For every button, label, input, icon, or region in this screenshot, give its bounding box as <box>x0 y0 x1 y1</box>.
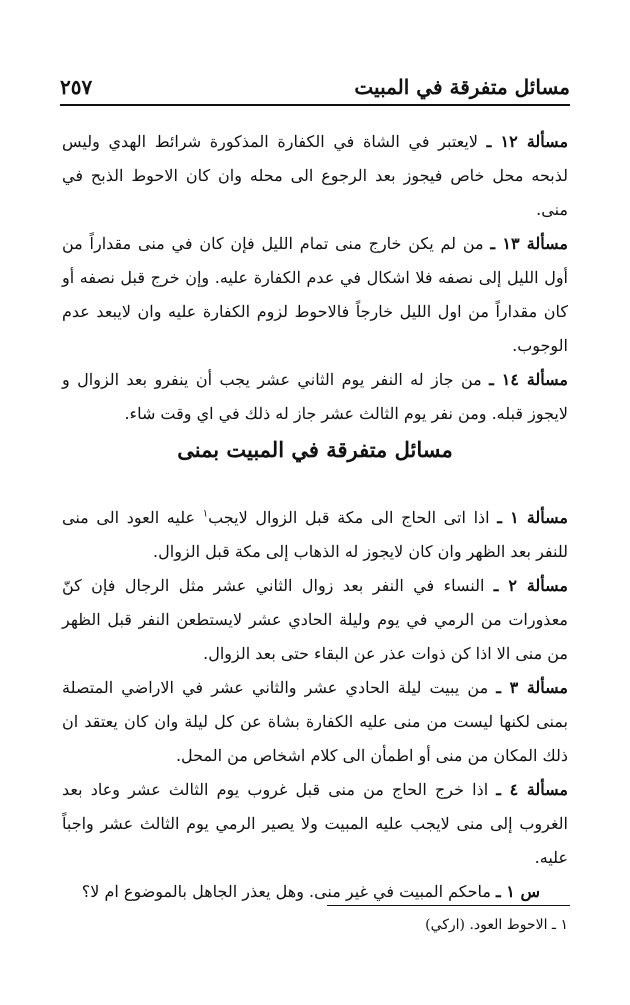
footnote-rule <box>327 905 570 906</box>
paragraph-text: من لم يكن خارج منى تمام الليل فإن كان في منى مقداراً من أول الليل إلى نصفه فلا اشكال في عدم الكفارة عليه. وإن خرج قبل نصفه أو كان مقداراً من اول الليل خارجاً فالاحوط لزوم الكفارة عليه وان لايبعد عدم الوجوب. <box>62 234 568 355</box>
paragraph-masala-1 <box>62 501 568 569</box>
masala-label: مسألة ٤ ـ <box>496 780 568 799</box>
masala-label: مسألة ٢ ـ <box>493 576 568 595</box>
paragraph-text: لايعتبر في الشاة في الكفارة المذكورة شرائط الهدي وليس لذبحه محل خاص فيجوز بعد الرجوع الى محله وان كان الاحوط الذبح في منى. <box>62 132 568 219</box>
paragraph-text: النساء في النفر بعد زوال الثاني عشر مثل الرجال فإن كنّ معذورات من الرمي في يوم وليلة الحادي عشر لايستطعن النفر قبل الظهر من منى الا اذا كن ذوات عذر عن البقاء حتى بعد الزوال. <box>62 576 568 663</box>
running-header <box>60 72 570 102</box>
footnote-marker: ١ <box>202 508 209 520</box>
question-label: س ١ ـ <box>496 882 540 901</box>
question-text: ماحكم المبيت في غير منى. وهل يعذر الجاهل بالموضوع ام لا؟ <box>81 882 491 901</box>
question-paragraph <box>62 875 568 909</box>
paragraph-masala-3 <box>62 671 568 773</box>
paragraph-masala-2 <box>62 569 568 671</box>
body-text-section-1 <box>62 125 568 431</box>
paragraph-text: اذا اتى الحاج الى مكة قبل الزوال لايجب <box>208 508 490 527</box>
header-rule <box>60 104 570 106</box>
masala-label: مسألة ٣ ـ <box>496 678 568 697</box>
masala-label: مسألة ١ ـ <box>497 508 569 527</box>
body-text-section-2 <box>62 501 568 909</box>
footnote: ١ ـ الاحوط العود. (اركي) <box>425 917 568 933</box>
section-heading: مسائل متفرقة في المبيت بمنى <box>177 437 453 462</box>
masala-label: مسألة ١٤ ـ <box>489 370 568 389</box>
masala-label: مسألة ١٣ ـ <box>490 234 568 253</box>
paragraph-masala-12 <box>62 125 568 227</box>
paragraph-masala-4 <box>62 773 568 875</box>
header-title: مسائل متفرقة في المبيت <box>354 75 570 99</box>
paragraph-masala-14 <box>62 363 568 431</box>
paragraph-text: من جاز له النفر يوم الثاني عشر يجب أن ينفرو بعد الزوال و لايجوز قبله. ومن نفر يوم الثالث عشر جاز له ذلك في اي وقت شاء. <box>62 370 568 423</box>
paragraph-text: من يبيت ليلة الحادي عشر والثاني عشر في الاراضي المتصلة بمنى لكنها ليست من منى عليه الكفارة بشاة عن كل ليلة وان كان يعتقد ان ذلك المكان من منى أو اطمأن الى كلام اشخاص من المحل. <box>62 678 568 765</box>
masala-label: مسألة ١٢ ـ <box>486 132 569 151</box>
paragraph-text: اذا خرج الحاج من منى قبل غروب يوم الثالث عشر وعاد بعد الغروب إلى منى لايجب عليه المبيت ولا يصير الرمي يوم الثالث عشر واجباً عليه. <box>62 780 568 867</box>
paragraph-text: عليه العود الى منى للنفر بعد الظهر وان كان لايجوز له الذهاب إلى مكة قبل الزوال. <box>62 508 568 561</box>
page-number: ٢٥٧ <box>60 75 93 99</box>
paragraph-masala-13 <box>62 227 568 363</box>
